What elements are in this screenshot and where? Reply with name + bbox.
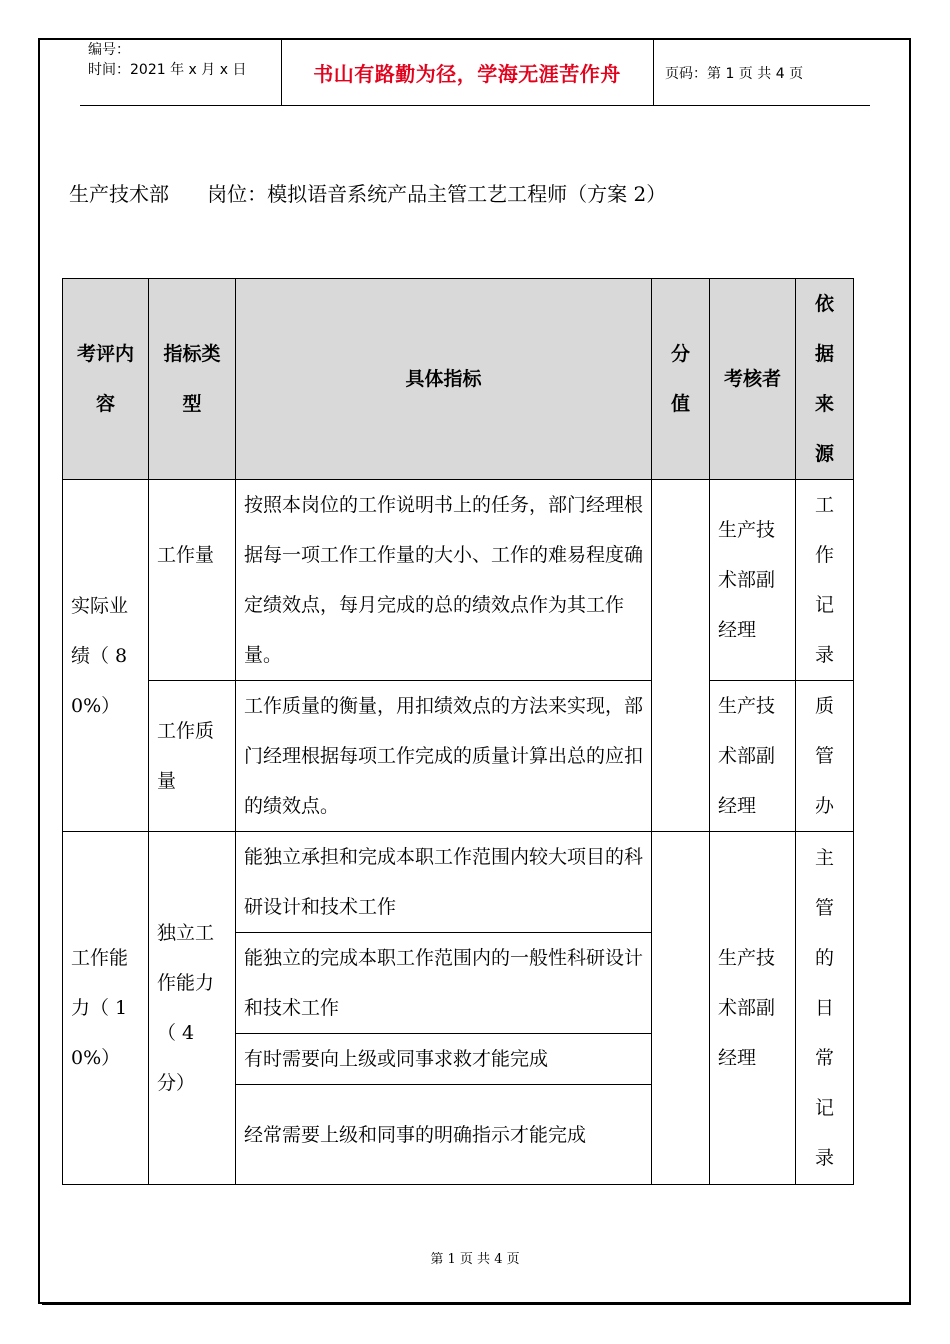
group2-source: 主管的日常记录 [796, 832, 854, 1185]
header-meta [88, 40, 246, 80]
header-page-info: 页码：第 1 页 共 4 页 [665, 66, 804, 82]
header-motto: 书山有路勤为径，学海无涯苦作舟 [313, 62, 621, 86]
group1-indicator-volume: 按照本岗位的工作说明书上的任务，部门经理根据每一项工作工作量的大小、工作的难易程度确定绩效点，每月完成的总的绩效点作为其工作量。 [236, 480, 652, 681]
group1-type-volume: 工作量 [149, 480, 236, 681]
header-indicator: 具体指标 [236, 279, 652, 480]
group2-content: 工作能力（ 10%） [63, 832, 149, 1185]
header-divider [653, 38, 654, 105]
group2-indicator-3: 有时需要向上级或同事求救才能完成 [236, 1034, 652, 1085]
table-row [63, 480, 854, 681]
page-footer: 第 1 页 共 4 页 [430, 1252, 520, 1267]
table-row [63, 832, 854, 933]
header-content: 考评内容 [63, 279, 149, 480]
header-reviewer: 考核者 [710, 279, 796, 480]
doc-date-label: 时间：2021 年 x 月 x 日 [88, 62, 247, 78]
header-source: 依据来源 [796, 279, 854, 480]
table-row [63, 681, 854, 832]
table-header-row [63, 279, 854, 480]
group1-reviewer-volume: 生产技术部副经理 [710, 480, 796, 681]
group2-reviewer: 生产技术部副经理 [710, 832, 796, 1185]
header-type: 指标类型 [149, 279, 236, 480]
header-score: 分值 [652, 279, 710, 480]
doc-title: 生产技术部 岗位：模拟语音系统产品主管工艺工程师（方案 2） [69, 182, 667, 206]
group1-type-quality: 工作质量 [149, 681, 236, 832]
group2-indicator-4: 经常需要上级和同事的明确指示才能完成 [236, 1085, 652, 1185]
group1-score [652, 480, 710, 832]
group2-score [652, 832, 710, 1185]
group2-type: 独立工作能力（ 4 分） [149, 832, 236, 1185]
doc-number-label: 编号： [88, 42, 130, 58]
group1-source-volume: 工作记录 [796, 480, 854, 681]
evaluation-table [62, 278, 854, 1185]
group1-content: 实际业绩（ 80%） [63, 480, 149, 832]
group2-indicator-1: 能独立承担和完成本职工作范围内较大项目的科研设计和技术工作 [236, 832, 652, 933]
group2-indicator-2: 能独立的完成本职工作范围内的一般性科研设计和技术工作 [236, 933, 652, 1034]
group1-reviewer-quality: 生产技术部副经理 [710, 681, 796, 832]
group1-indicator-quality: 工作质量的衡量，用扣绩效点的方法来实现，部门经理根据每项工作完成的质量计算出总的应扣的绩效点。 [236, 681, 652, 832]
page-header [80, 38, 870, 106]
frame-shadow-line [42, 1303, 911, 1305]
group1-source-quality: 质管办 [796, 681, 854, 832]
